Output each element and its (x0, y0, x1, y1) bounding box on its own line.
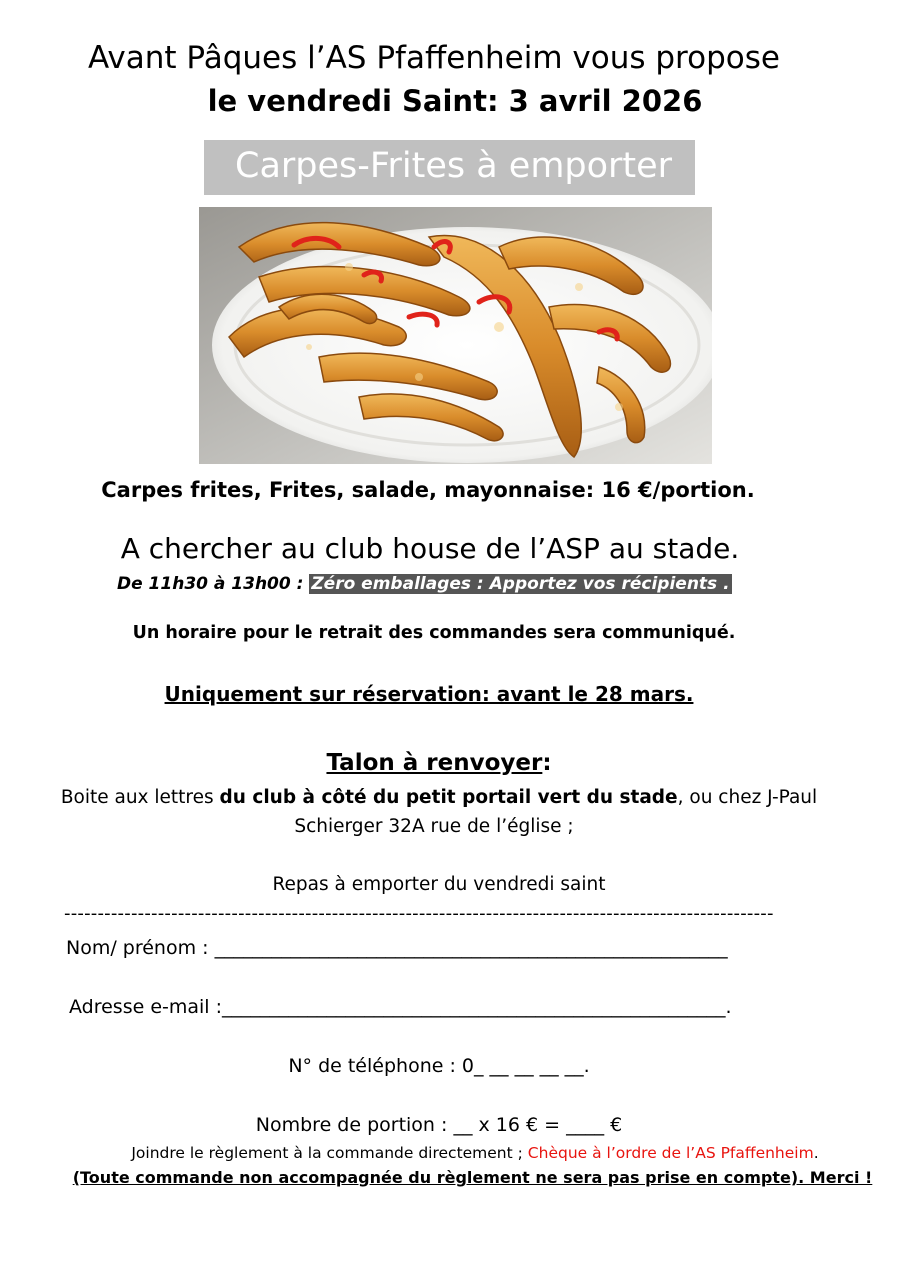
title-line-2: le vendredi Saint: 3 avril 2026 (207, 84, 703, 118)
schedule-note: Un horaire pour le retrait des commandes sera communiqué. (132, 623, 736, 643)
payment-instructions (0, 1144, 900, 1162)
talon-heading-text: Talon à renvoyer (326, 750, 543, 776)
menu-price-line: Carpes frites, Frites, salade, mayonnaise: 16 €/portion. (101, 478, 755, 502)
cut-separator: ---------------------------------------------------------------------------------------------------------- (64, 903, 774, 924)
payment-warning: (Toute commande non accompagnée du règlement ne sera pas prise en compte). Merci ! (72, 1168, 873, 1187)
address-prefix: Boite aux lettres (60, 787, 220, 808)
portion-count-field[interactable]: Nombre de portion : __ x 16 € = ____ € (255, 1114, 623, 1136)
title-banner (204, 140, 695, 195)
fried-carp-photo (199, 207, 712, 464)
title-line-1: Avant Pâques l’AS Pfaffenheim vous propose (88, 40, 780, 76)
address-suffix: , ou chez J-Paul (677, 787, 818, 808)
payment-suffix: . (813, 1144, 819, 1162)
name-field[interactable]: Nom/ prénom : ______________________________________________________ (66, 937, 728, 959)
pickup-time-line (117, 574, 732, 594)
form-title: Repas à emporter du vendredi saint (272, 874, 606, 895)
email-field[interactable]: Adresse e-mail :_____________________________________________________. (69, 996, 732, 1018)
payment-cheque-note: Chèque à l’ordre de l’AS Pfaffenheim (527, 1144, 814, 1162)
address-line-2: Schierger 32A rue de l’église ; (294, 816, 574, 837)
banner-text: Carpes-Frites à emporter (235, 146, 673, 186)
reservation-note: Uniquement sur réservation: avant le 28 mars. (164, 682, 694, 706)
talon-heading-colon: : (542, 750, 552, 776)
phone-field[interactable]: N° de téléphone : 0_ __ __ __ __. (288, 1055, 590, 1077)
pickup-time: De 11h30 à 13h00 : (117, 574, 310, 594)
pickup-location: A chercher au club house de l’ASP au stade. (120, 532, 740, 565)
address-line-1 (0, 787, 878, 808)
talon-heading (0, 750, 878, 776)
payment-prefix: Joindre le règlement à la commande directement ; (131, 1144, 528, 1162)
address-bold: du club à côté du petit portail vert du stade (219, 787, 678, 808)
packaging-note: Zéro emballages : Apportez vos récipients . (311, 574, 730, 594)
